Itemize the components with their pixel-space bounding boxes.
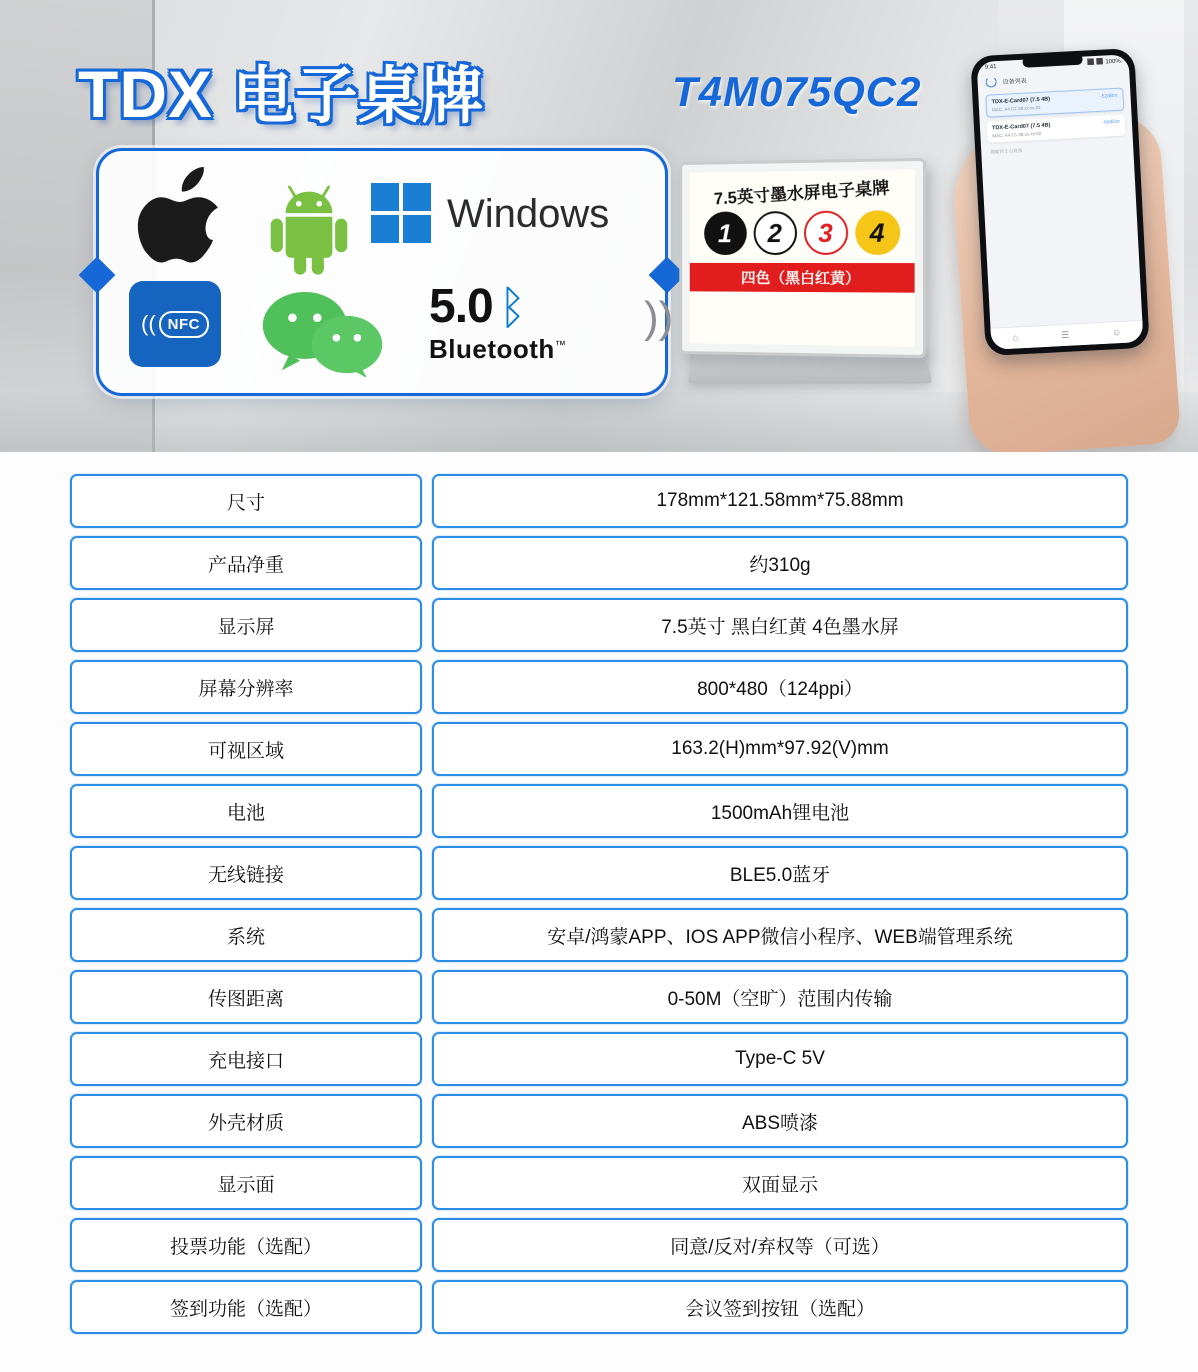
spec-label: 可视区域 — [70, 722, 422, 776]
table-row — [70, 1032, 1128, 1086]
table-row — [70, 1280, 1128, 1334]
nfc-waves-icon: (( — [141, 311, 156, 336]
number-ball-4: 4 — [855, 210, 900, 255]
status-time: 9:41 — [984, 64, 997, 71]
device-mac: MAC: A4:C1:38:xx:xx:01 — [991, 104, 1041, 113]
spec-label: 充电接口 — [70, 1032, 422, 1086]
spec-label: 尺寸 — [70, 474, 422, 528]
number-ball-1: 1 — [704, 211, 747, 255]
product-photo — [676, 160, 936, 388]
spec-label: 屏幕分辨率 — [70, 660, 422, 714]
spec-value: 0-50M（空旷）范围内传输 — [432, 970, 1128, 1024]
bluetooth-version: 5.0 — [429, 280, 493, 333]
spec-value: 安卓/鸿蒙APP、IOS APP微信小程序、WEB端管理系统 — [432, 908, 1128, 962]
spec-value: BLE5.0蓝牙 — [432, 846, 1128, 900]
hero-banner — [0, 0, 1198, 452]
device-mac: MAC: A4:C1:38:xx:xx:02 — [992, 130, 1042, 139]
spec-value: 800*480（124ppi） — [432, 660, 1128, 714]
spec-value: 7.5英寸 黑白红黄 4色墨水屏 — [432, 598, 1128, 652]
title-chinese: 电子桌牌 — [232, 62, 485, 131]
android-icon — [267, 181, 351, 280]
tab-list[interactable] — [1061, 331, 1070, 340]
bluetooth-tm: ™ — [554, 339, 567, 352]
spec-label: 传图距离 — [70, 970, 422, 1024]
phone-nav-title: 设备列表 — [1002, 78, 1027, 86]
number-ball-2: 2 — [753, 211, 796, 255]
nfc-label: NFC — [159, 311, 209, 338]
phone-mockup — [970, 48, 1149, 356]
compatibility-panel — [96, 148, 674, 396]
spec-label: 电池 — [70, 784, 422, 838]
table-row — [70, 536, 1128, 590]
spec-label: 系统 — [70, 908, 422, 962]
table-row — [70, 474, 1128, 528]
windows-logo — [371, 183, 609, 245]
product-eink-screen — [690, 169, 915, 346]
product-number-balls — [704, 210, 900, 255]
signal-waves-icon: )) — [644, 293, 674, 342]
device-rssi: -60dBm — [1102, 118, 1121, 126]
bluetooth-logo — [429, 279, 674, 365]
table-row — [70, 1156, 1128, 1210]
spec-value: 178mm*121.58mm*75.88mm — [432, 474, 1128, 528]
table-row — [70, 908, 1128, 962]
spec-label: 显示屏 — [70, 598, 422, 652]
page-title — [78, 46, 484, 135]
table-row — [70, 784, 1128, 838]
title-brand: TDX — [78, 57, 213, 131]
product-body — [679, 158, 926, 358]
spec-table — [0, 452, 1198, 1352]
spec-label: 无线链接 — [70, 846, 422, 900]
spec-value: 163.2(H)mm*97.92(V)mm — [432, 722, 1128, 776]
spec-value: 1500mAh锂电池 — [432, 784, 1128, 838]
list-icon: ☰ — [1060, 329, 1070, 341]
spec-label: 外壳材质 — [70, 1094, 422, 1148]
device-name: TDX-E-Card07 (7.5 4B) — [991, 96, 1051, 106]
spec-value: ABS喷漆 — [432, 1094, 1128, 1148]
spec-value: 约310g — [432, 536, 1128, 590]
nfc-icon — [129, 281, 221, 367]
table-row — [70, 660, 1128, 714]
spec-label: 产品净重 — [70, 536, 422, 590]
apple-icon — [133, 167, 229, 271]
product-color-bar: 四色（黑白红黄） — [690, 263, 915, 293]
table-row — [70, 598, 1128, 652]
spec-value: 双面显示 — [432, 1156, 1128, 1210]
list-item[interactable] — [987, 115, 1126, 143]
device-rssi: -52dBm — [1099, 92, 1118, 100]
table-row — [70, 722, 1128, 776]
list-item[interactable] — [985, 88, 1124, 118]
table-row — [70, 846, 1128, 900]
model-number: T4M075QC2 — [672, 68, 922, 115]
windows-label: Windows — [447, 191, 610, 236]
user-icon: ☺ — [1111, 326, 1122, 338]
tab-profile[interactable] — [1112, 328, 1122, 337]
wechat-icon — [259, 291, 387, 382]
device-name: TDX-E-Card07 (7.5 4B) — [991, 122, 1051, 132]
status-icons: ⬛ ⬛ 100% — [1087, 58, 1121, 67]
home-icon: ⌂ — [1012, 332, 1019, 343]
number-ball-3: 3 — [803, 211, 847, 255]
spec-value: 会议签到按钮（选配） — [432, 1280, 1128, 1334]
product-screen-title: 7.5英寸墨水屏电子桌牌 — [713, 178, 890, 209]
scan-status-text: 搜索到 2 台设备 — [990, 147, 1023, 155]
phone-tab-bar — [990, 320, 1143, 350]
spec-value: Type-C 5V — [432, 1032, 1128, 1086]
bluetooth-icon: ᛒ — [498, 280, 527, 333]
spec-value: 同意/反对/弃权等（可选） — [432, 1218, 1128, 1272]
bluetooth-label: Bluetooth — [429, 334, 555, 364]
windows-icon — [371, 183, 433, 245]
table-row — [70, 1218, 1128, 1272]
phone-screen — [977, 54, 1144, 350]
refresh-icon[interactable] — [985, 76, 997, 88]
tab-home[interactable] — [1012, 333, 1018, 342]
spec-label: 签到功能（选配） — [70, 1280, 422, 1334]
table-row — [70, 1094, 1128, 1148]
spec-label: 投票功能（选配） — [70, 1218, 422, 1272]
table-row — [70, 970, 1128, 1024]
spec-label: 显示面 — [70, 1156, 422, 1210]
